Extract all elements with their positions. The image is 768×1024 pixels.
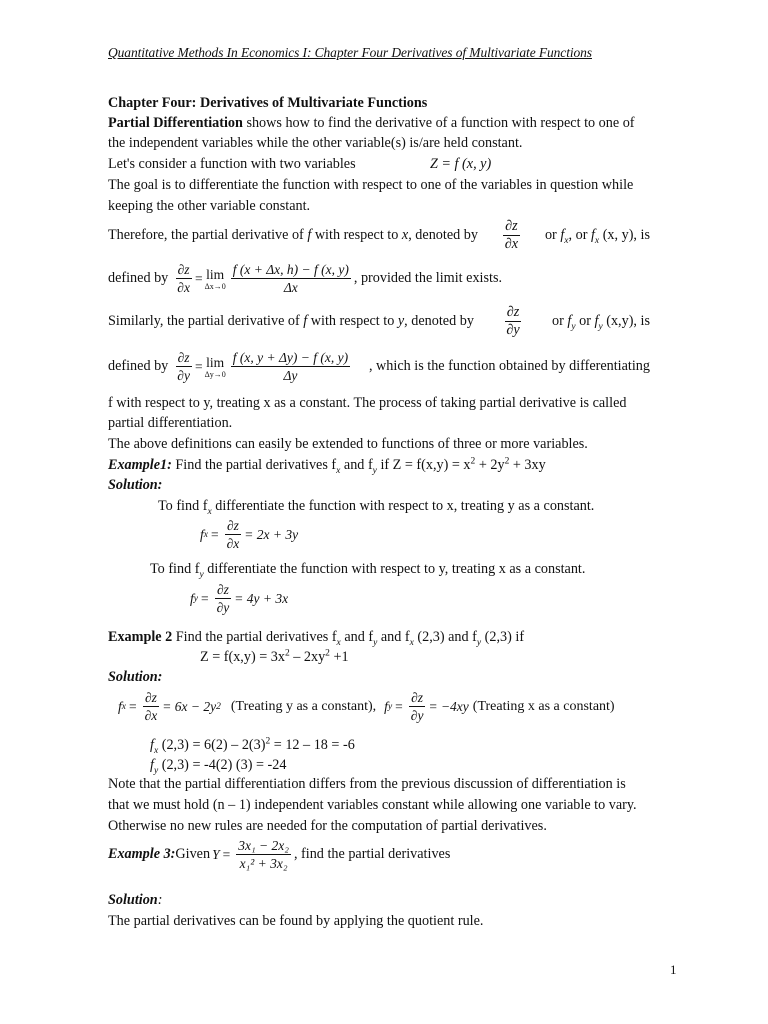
note-line-3: Otherwise no new rules are needed for the computation of partial derivatives. bbox=[108, 818, 547, 834]
therefore-line: Therefore, the partial derivative of f with respect to x, denoted by $\frac{\partial z}{\partial x}$ or $f_x$, or $f_x$ (x, y), is bbox=[108, 218, 650, 252]
f-wrt-line-1: f with respect to y, treating x as a constant. The process of taking partial derivative is called bbox=[108, 395, 627, 411]
page-number: 1 bbox=[670, 962, 677, 977]
example-3-quotient-rule: The partial derivatives can be found by applying the quotient rule. bbox=[108, 913, 484, 929]
dz-dx-fraction: $\frac{\partial z}{\partial x}$ bbox=[504, 218, 519, 252]
example-1-fx-equation: f x = $\frac{\partial z}{\partial x}$ = 2x + 3y bbox=[200, 518, 299, 551]
f-wrt-line-2: partial differentiation. bbox=[108, 415, 233, 431]
pd-line-1 bbox=[108, 114, 650, 132]
example-2-function: $Z = f(x,y) = 3x^2 - 2xy^2 +1$ bbox=[200, 648, 349, 665]
running-header: Quantitative Methods In Economics I: Chapter Four Derivatives of Multivariate Functions bbox=[108, 45, 592, 60]
limit-x: lim Δx→0 bbox=[204, 266, 226, 291]
example-2-calc-fx: $f_x$ $(2,3) = 6(2) - 2(3)^2 = 12 - 18 = -6$ bbox=[150, 736, 355, 756]
example-3-statement: Example 3: Given Y = $\frac{\text{3x₁ − 2x₂}}{\text{x₁² + 3x₂}}$ , find the partial derivatives bbox=[108, 838, 451, 871]
example-1-statement: Example1: Find the partial derivatives $f_x$ and $f_y$ if $Z = f(x,y) = x^2 + 2y^2 + 3xy$ bbox=[108, 456, 546, 476]
pd-rest: shows how to find the derivative of a function with respect to one of bbox=[242, 115, 635, 131]
example-2-solution-label: Solution: bbox=[108, 669, 163, 685]
pd-line-2: the independent variables while the other variable(s) is/are held constant. bbox=[108, 135, 523, 151]
limit-y: lim Δy→0 bbox=[204, 354, 226, 379]
example-2-calc-fy: $f_y$ (2,3) = -4(2) (3) = -24 bbox=[150, 757, 287, 776]
goal-line-2: keeping the other variable constant. bbox=[108, 198, 311, 214]
def-y-quotient: $\frac{f (x, y + \Delta y) - f (x, y)}{\Delta y}$ bbox=[232, 350, 349, 383]
consider-formula: Z = f (x, y) bbox=[430, 156, 492, 172]
example-1-solution-label: Solution: bbox=[108, 477, 163, 493]
example-1-find-fy: To find $f_y$ differentiate the function with respect to y, treating x as a constant. bbox=[150, 561, 586, 580]
extend-line: The above definitions can easily be extended to functions of three or more variables. bbox=[108, 436, 588, 452]
chapter-title: Chapter Four: Derivatives of Multivariate Functions bbox=[108, 95, 428, 111]
note-line-2: that we must hold (n – 1) independent variables constant while allowing one variable to vary. bbox=[108, 797, 637, 813]
goal-line-1: The goal is to differentiate the function with respect to one of the variables in question while bbox=[108, 177, 634, 193]
note-line-1: Note that the partial differentiation differs from the previous discussion of differentiation is bbox=[108, 776, 626, 792]
consider-text: Let's consider a function with two variables bbox=[108, 156, 356, 172]
example-2-derivatives: f x = $\frac{\partial z}{\partial x}$ = 6x − 2y 2 (Treating y as a constant), f y = $\frac{\partial z}{\partial y}$ = −4xy (Treating x as a constant) bbox=[118, 690, 615, 723]
therefore-text: Therefore, the partial derivative of f with respect to x, denoted by bbox=[108, 227, 478, 243]
consider-line bbox=[108, 155, 492, 173]
example-1-fy-equation: f y = $\frac{\partial z}{\partial y}$ = 4y + 3x bbox=[190, 582, 289, 615]
similarly-line: Similarly, the partial derivative of f with respect to y, denoted by $\frac{\partial z}{\partial y}$ or $f_y$ or $f_y$ (x,y), is bbox=[108, 304, 650, 338]
def-x-lhs: $\frac{\partial z}{\partial x}$ bbox=[177, 262, 190, 295]
definition-y-equation: defined by $\frac{\partial z}{\partial y}$ = lim Δy→0 $\frac{f (x, y + \Delta y) - f (x, y)}{\Delta y}$ , which is the function obtained by differentiating bbox=[108, 350, 650, 383]
example-3-solution-label: Solution: bbox=[108, 892, 163, 908]
example-3-fraction: $\frac{\text{3x₁ − 2x₂}}{\text{x₁² + 3x₂}}$ bbox=[238, 838, 289, 871]
pd-term: Partial Differentiation bbox=[108, 115, 243, 131]
dz-dy-fraction: $\frac{\partial z}{\partial y}$ bbox=[506, 304, 520, 338]
definition-x-equation: defined by $\frac{\partial z}{\partial x}$ = lim Δx→0 $\frac{f (x + \Delta x, h) - f (x, y)}{\Delta x}$ , provided the limit exists. bbox=[108, 262, 503, 295]
example-2-statement: Example 2 Find the partial derivatives $f_x$ and $f_y$ and $f_x$ (2,3) and $f_y$ (2,3) if bbox=[108, 629, 525, 648]
example-1-find-fx: To find $f_x$ differentiate the function with respect to x, treating y as a constant. bbox=[158, 498, 595, 517]
def-x-quotient: $\frac{f (x + \Delta x, h) - f (x, y)}{\Delta x}$ bbox=[232, 262, 349, 295]
